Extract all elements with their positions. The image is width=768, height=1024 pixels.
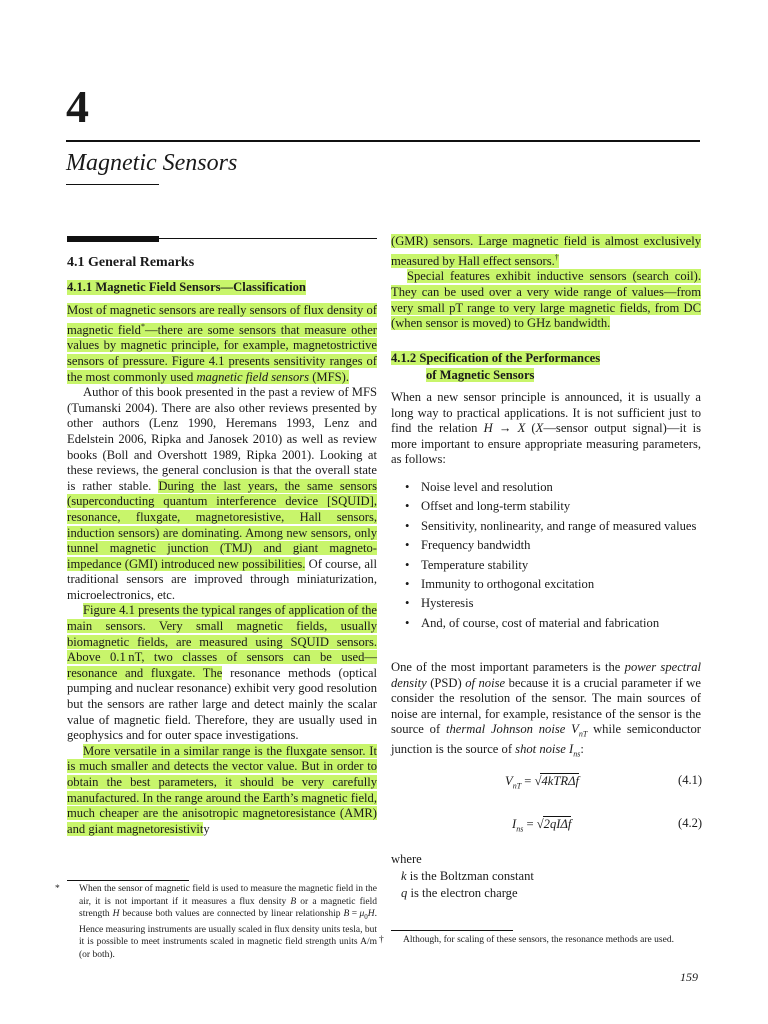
eq2-equals: = bbox=[523, 817, 537, 831]
left-footnote-text-a: When the sensor of magnetic field is used to measure the magnetic field in the air, it is not important if it measures a flux density bbox=[79, 884, 377, 907]
right-paragraph-4 bbox=[391, 660, 701, 763]
left-paragraph-4 bbox=[67, 744, 377, 838]
left-footnote-text-d: . Hence measuring instruments are usually scaled in flux density units tesla, but it is possible to meet instruments scaled in magnetic field strength units A/m (or both). bbox=[79, 909, 377, 960]
left-p2-highlight: During the last years, the same sensors (superconducting quantum interference device [SQUID], resonance, fluxgate, magnetoresistive, Hall sensors, induction sensors) are dominating. Among new sensors, only tunnel magnetic junction (TMJ) and giant magneto-impedance (GMI) introduced new possibilities. bbox=[67, 478, 377, 571]
list-item: • Offset and long-term stability bbox=[391, 499, 701, 515]
left-footnote-eq-sub: 0 bbox=[364, 913, 368, 922]
where-block bbox=[391, 851, 534, 902]
right-p4-sub-ns: ns bbox=[573, 750, 581, 759]
right-p4-e: : bbox=[580, 742, 584, 757]
sqrt-icon: √ bbox=[534, 774, 542, 788]
chapter-title-rule bbox=[66, 184, 159, 185]
left-paragraph-1 bbox=[67, 303, 377, 385]
list-item: • Sensitivity, nonlinearity, and range of measured values bbox=[391, 519, 701, 535]
right-p4-of-noise: of noise bbox=[465, 675, 506, 690]
left-paragraph-2 bbox=[67, 385, 377, 603]
subsection-2-heading-line2: of Magnetic Sensors bbox=[426, 368, 535, 382]
where-label: where bbox=[391, 852, 422, 866]
right-paragraph-1 bbox=[391, 234, 701, 269]
eq2-lhs-sub: ns bbox=[516, 824, 524, 834]
list-item: • Temperature stability bbox=[391, 558, 701, 574]
equation-4-2 bbox=[512, 816, 571, 834]
right-p3-b: ( bbox=[525, 421, 536, 436]
where-q-symbol: q bbox=[401, 886, 408, 900]
right-paragraph-2 bbox=[391, 269, 701, 331]
right-footnote bbox=[379, 934, 701, 947]
list-item: • Noise level and resolution bbox=[391, 480, 701, 496]
right-p3-c: —sensor output signal)—it is more important to ensure appropriate measuring parameters, as follows: bbox=[391, 421, 701, 467]
left-p1-italic: magnetic field sensors bbox=[196, 369, 310, 384]
right-column-top bbox=[391, 234, 701, 332]
chapter-top-rule bbox=[66, 140, 700, 142]
subsection-1-heading: 4.1.1 Magnetic Field Sensors—Classification bbox=[67, 280, 306, 294]
footnote-ref-dagger: † bbox=[554, 252, 559, 262]
right-p4-psd: power spectral density bbox=[391, 660, 701, 690]
chapter-title: Magnetic Sensors bbox=[66, 150, 238, 176]
section-heading: 4.1 General Remarks bbox=[67, 255, 195, 270]
left-p1-end: (MFS). bbox=[309, 369, 349, 384]
where-k bbox=[391, 868, 534, 885]
equation-4-1 bbox=[505, 773, 579, 791]
right-paragraph-3 bbox=[391, 390, 701, 468]
eq1-radicand: 4kTRΔf bbox=[541, 774, 579, 788]
left-footnote-eq: B = μ bbox=[343, 909, 365, 920]
where-q-text: is the electron charge bbox=[407, 886, 518, 900]
list-item: • Hysteresis bbox=[391, 596, 701, 612]
equation-4-2-number: (4.2) bbox=[678, 816, 703, 830]
right-p2-highlight: Special features exhibit inductive sensors (search coil). They can be used over a very wide range of values—from very small pT range to very large magnetic fields, from DC (when sensor is moved) to GHz bandwidth. bbox=[391, 269, 701, 331]
left-p4-end: y bbox=[203, 821, 210, 836]
right-p3-a: When a new sensor principle is announced, it is usually a long way to practical applications. It is not sufficient just to find the relation bbox=[391, 390, 701, 436]
right-p4-shot: shot noise I bbox=[515, 742, 574, 757]
right-p3-relation: H → X bbox=[483, 421, 526, 436]
subsection-2-heading bbox=[391, 350, 701, 384]
list-item: • Immunity to orthogonal excitation bbox=[391, 577, 701, 593]
page-number: 159 bbox=[680, 970, 698, 984]
right-p4-d: while semiconductor junction is the source of bbox=[391, 722, 701, 757]
left-p4-highlight: More versatile in a similar range is the fluxgate sensor. It is much smaller and detects the vector value. But in order to obtain the best parameters, it should be very carefully manufactured. In the range around the Earth’s magnetic field, much cheaper are the anisotropic magnetoresistance (AMR) and giant magnetoresistivit bbox=[67, 743, 377, 836]
left-footnote-eq-H: H bbox=[367, 909, 375, 920]
left-footnote-mark: * bbox=[55, 884, 60, 894]
right-p4-b: (PSD) bbox=[426, 675, 466, 690]
requirements-list bbox=[391, 480, 701, 635]
right-p1-highlight: (GMR) sensors. Large magnetic field is almost exclusively measured by Hall effect sensors. bbox=[391, 234, 701, 268]
left-footnote-text-c: because both values are connected by linear relationship bbox=[119, 909, 344, 920]
right-footnote-rule bbox=[391, 930, 513, 931]
chapter-number: 4 bbox=[66, 81, 89, 132]
list-item: • Frequency bandwidth bbox=[391, 538, 701, 554]
eq1-equals: = bbox=[521, 774, 535, 788]
right-p4-sub-nt: nT bbox=[578, 729, 588, 739]
where-q bbox=[391, 885, 534, 902]
right-p4-johnson: thermal Johnson noise V bbox=[445, 722, 579, 737]
left-p2-b: Of course, all traditional sensors are improved through miniaturization, microelectronics, etc. bbox=[67, 556, 377, 602]
left-footnote-H: H bbox=[112, 909, 120, 920]
where-k-symbol: k bbox=[401, 869, 407, 883]
right-p4-a: One of the most important parameters is the bbox=[391, 660, 625, 674]
sqrt-icon: √ bbox=[536, 817, 544, 831]
section-bar-rule bbox=[67, 236, 159, 242]
right-footnote-mark: † bbox=[379, 935, 384, 945]
subsection-2-heading-line1: 4.1.2 Specification of the Performances bbox=[391, 351, 601, 365]
left-footnote bbox=[55, 883, 377, 961]
eq2-radicand: 2qIΔf bbox=[543, 817, 572, 831]
eq2-lhs: I bbox=[512, 817, 517, 831]
section-thin-rule bbox=[159, 238, 377, 239]
right-p4-c: because it is a crucial parameter if we consider the resolution of the sensor. The main sources of noise are internal, for example, resistance of the sensor is the source of bbox=[391, 675, 701, 737]
eq1-lhs-sub: nT bbox=[512, 781, 522, 791]
list-item: • And, of course, cost of material and fabrication bbox=[391, 616, 701, 632]
where-k-text: is the Boltzman constant bbox=[406, 869, 534, 883]
left-p1-highlight: Most of magnetic sensors are really sensors of flux density of magnetic field bbox=[67, 303, 377, 337]
equation-4-1-number: (4.1) bbox=[678, 773, 703, 787]
right-p3-x: X bbox=[535, 421, 544, 436]
left-p2-a: Author of this book presented in the past a review of MFS (Tumanski 2004). There are also other reviews presented by other authors (Lenz 1990, Heremans 1993, Lenz and Edelstein 2006, Ripka and Janosek 2010) as well as review books (Boll and Overshott 1989, Ripka 2001). Looking at these reviews, the general conclusion is that the overall state is rather stable. bbox=[67, 385, 377, 493]
left-paragraph-3 bbox=[67, 603, 377, 743]
left-footnote-text-b: or a magnetic field strength bbox=[79, 896, 377, 920]
footnote-ref-star: * bbox=[140, 321, 145, 331]
left-column bbox=[67, 303, 377, 837]
left-p3-highlight: Figure 4.1 presents the typical ranges of application of the main sensors. Very small magnetic fields, usually biomagnetic fields, are measured using SQUID sensors. Above 0.1 nT, two classes of sensors can be used—resonance and fluxgate. The bbox=[67, 603, 377, 680]
left-p3-b: resonance methods (optical pumping and nuclear resonance) exhibit very good resolution but the sensors are rather large and detect mainly the scalar value of magnetic field. Therefore, they are usually used in geophysics and for outer space investigations. bbox=[67, 665, 377, 743]
left-footnote-B: B bbox=[290, 896, 297, 907]
eq1-lhs: V bbox=[505, 774, 513, 788]
left-p1-highlight-b: —there are some sensors that measure other values by magnetic principle, for example, magnetostrictive sensors of pressure. Figure 4.1 presents sensitivity ranges of the most commonly used bbox=[67, 322, 377, 384]
left-footnote-rule bbox=[67, 880, 189, 881]
right-footnote-text: Although, for scaling of these sensors, the resonance methods are used. bbox=[403, 935, 674, 945]
